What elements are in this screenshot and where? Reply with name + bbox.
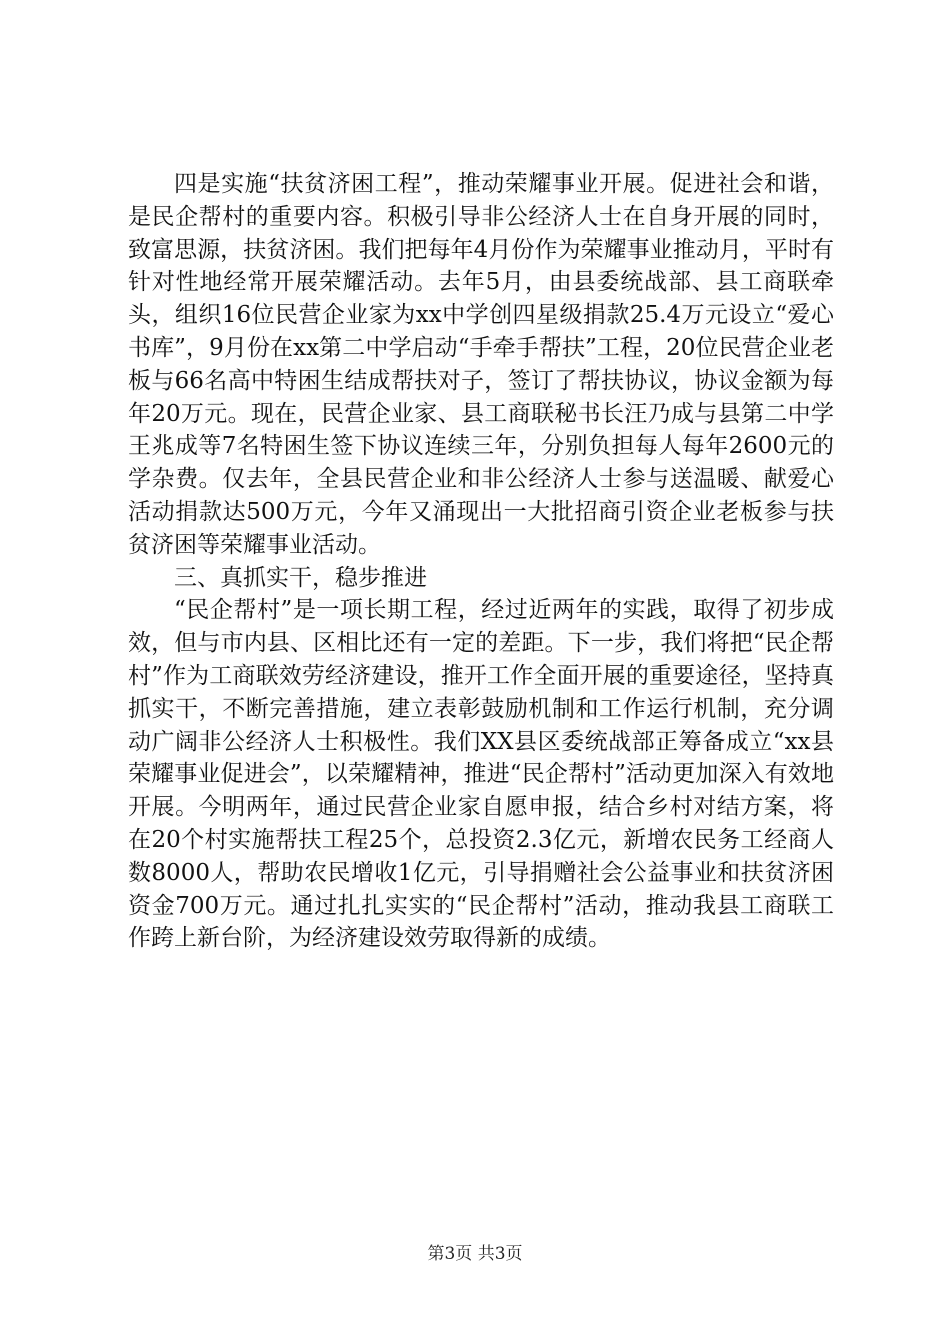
paragraph-next-steps: “民企帮村”是一项长期工程，经过近两年的实践，取得了初步成效，但与市内县、区相比还有一定的差距。下一步，我们将把“民企帮村”作为工商联效劳经济建设，推开工作全面开展的重要途径，坚持真抓实干，不断完善措施，建立表彰鼓励机制和工作运行机制，充分调动广阔非公经济人士积极性。我们XX县区委统战部正筹备成立“xx县荣耀事业促进会”，以荣耀精神，推进“民企帮村”活动更加深入有效地开展。今明两年，通过民营企业家自愿申报，结合乡村对结方案，将在20个村实施帮扶工程25个，总投资2.3亿元，新增农民务工经商人数8000人，帮助农民增收1亿元，引导捐赠社会公益事业和扶贫济困资金700万元。通过扎扎实实的“民企帮村”活动，推动我县工商联工作跨上新台阶，为经济建设效劳取得新的成绩。: [128, 597, 834, 952]
section-heading: 三、真抓实干，稳步推进: [174, 564, 427, 591]
page-number-footer: 第3页 共3页: [427, 1244, 523, 1264]
paragraph-poverty-relief: 四是实施“扶贫济困工程”，推动荣耀事业开展。促进社会和谐，是民企帮村的重要内容。积极引导非公经济人士在自身开展的同时，致富思源，扶贫济困。我们把每年4月份作为荣耀事业推动月，平时有针对性地经常开展荣耀活动。去年5月，由县委统战部、县工商联牵头，组织16位民营企业家为xx中学创四星级捐款25.4万元设立“爱心书库”，9月份在xx第二中学启动“手牵手帮扶”工程，20位民营企业老板与66名高中特困生结成帮扶对子，签订了帮扶协议，协议金额为每年20万元。现在，民营企业家、县工商联秘书长汪乃成与县第二中学王兆成等7名特困生签下协议连续三年，分别负担每人每年2600元的学杂费。仅去年，全县民营企业和非公经济人士参与送温暖、献爱心活动捐款达500万元，今年又涌现出一大批招商引资企业老板参与扶贫济困等荣耀事业活动。: [128, 171, 834, 558]
document-body: [128, 168, 834, 955]
